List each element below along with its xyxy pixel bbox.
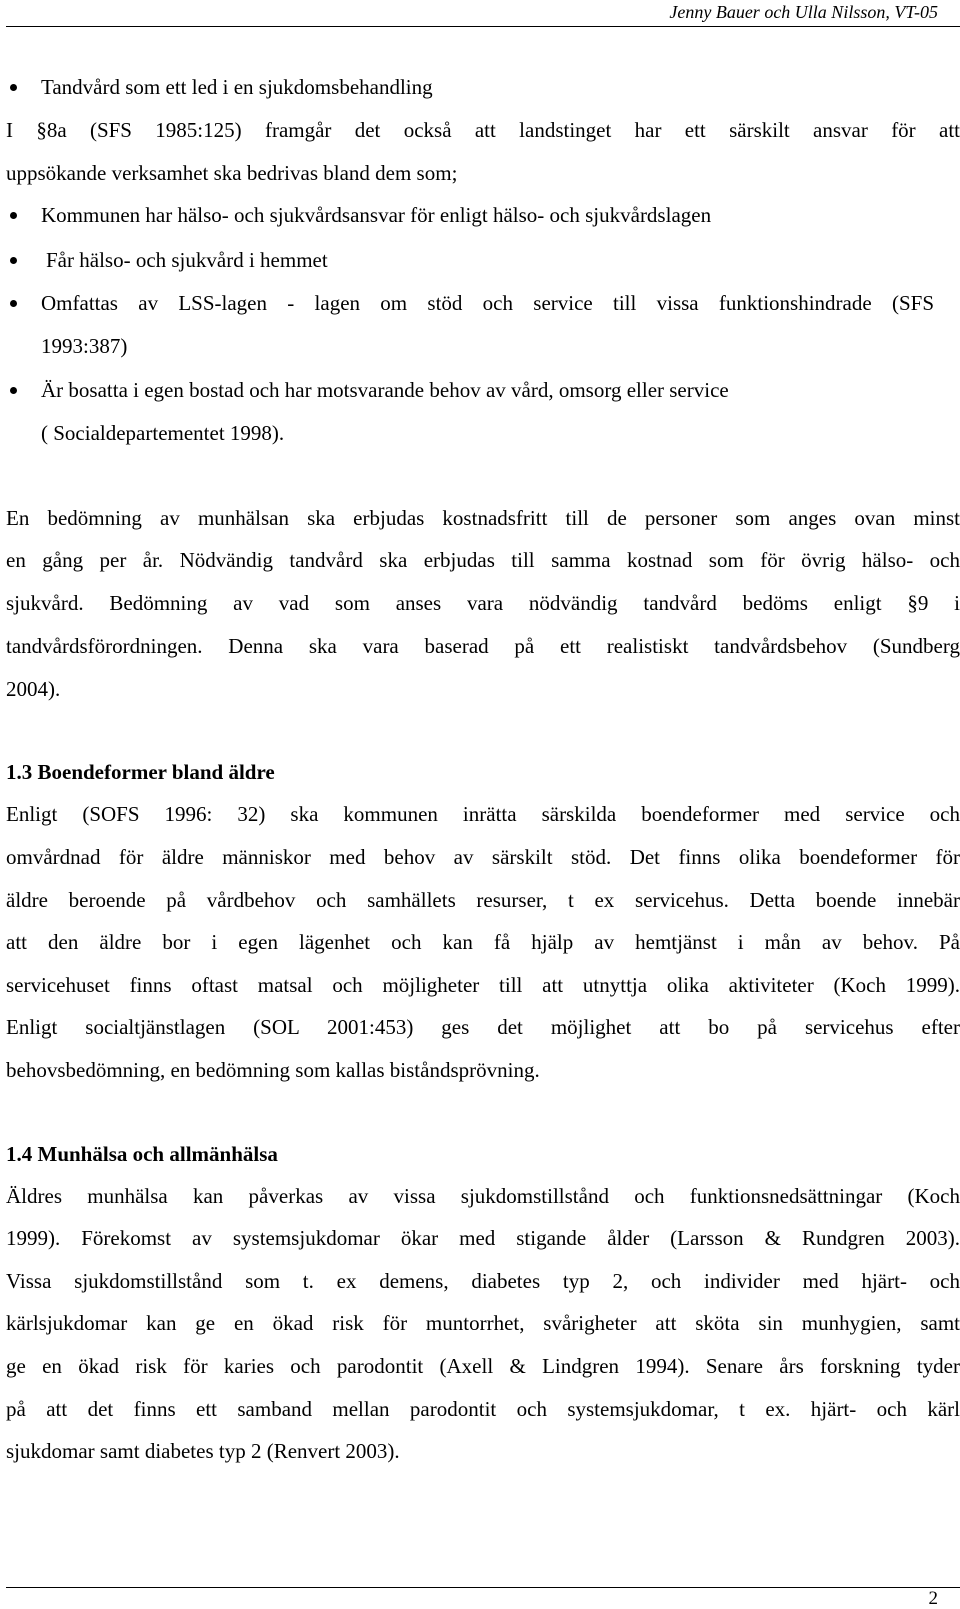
paragraph-line: Vissa sjukdomstillstånd som t. ex demens, diabetes typ 2, och individer med hjärt- och [6,1269,960,1293]
paragraph-line: kärlsjukdomar kan ge en ökad risk för muntorrhet, svårigheter att sköta sin munhygien, samt [6,1311,960,1335]
paragraph-line: tandvårdsförordningen. Denna ska vara baserad på ett realistiskt tandvårdsbehov (Sundberg [6,634,960,658]
paragraph-line: omvårdnad för äldre människor med behov av särskilt stöd. Det finns olika boendeformer för [6,845,960,869]
paragraph-line: En bedömning av munhälsan ska erbjudas kostnadsfritt till de personer som anges ovan minst [6,506,960,530]
bullet-item: Tandvård som ett led i en sjukdomsbehandling [41,75,433,99]
paragraph-line: att den äldre bor i egen lägenhet och kan få hjälp av hemtjänst i mån av behov. På [6,930,960,954]
bullet-icon [10,84,17,91]
paragraph-line: sjukdomar samt diabetes typ 2 (Renvert 2003). [6,1439,400,1463]
intro-line: I §8a (SFS 1985:125) framgår det också att landstinget har ett särskilt ansvar för att [6,118,960,142]
header-divider [6,26,960,27]
paragraph-line: 2004). [6,677,61,701]
paragraph-line: 1999). Förekomst av systemsjukdomar ökar med stigande ålder (Larsson & Rundgren 2003). [6,1226,960,1250]
page-number: 2 [928,1588,938,1609]
paragraph-line: en gång per år. Nödvändig tandvård ska erbjudas till samma kostnad som för övrig hälso- och [6,548,960,572]
paragraph-line: Enligt (SOFS 1996: 32) ska kommunen inrätta särskilda boendeformer med service och [6,802,960,826]
paragraph-line: behovsbedömning, en bedömning som kallas biståndsprövning. [6,1058,540,1082]
running-header: Jenny Bauer och Ulla Nilsson, VT-05 [669,2,938,22]
bullet-item-continuation: ( Socialdepartementet 1998). [41,421,285,445]
bullet-item: Omfattas av LSS-lagen - lagen om stöd och service till vissa funktionshindrade (SFS [41,291,934,315]
bullet-icon [10,387,17,394]
paragraph-line: ge en ökad risk för karies och parodontit (Axell & Lindgren 1994). Senare års forskning tyder [6,1354,960,1378]
bullet-icon [10,300,17,307]
bullet-item: Kommunen har hälso- och sjukvårdsansvar för enligt hälso- och sjukvårdslagen [41,203,712,227]
bullet-icon [10,212,17,219]
bullet-item: Får hälso- och sjukvård i hemmet [46,248,328,272]
footer-divider [6,1587,960,1588]
bullet-icon [10,257,17,264]
paragraph-line: Enligt socialtjänstlagen (SOL 2001:453) ges det möjlighet att bo på servicehus efter [6,1015,960,1039]
intro-line: uppsökande verksamhet ska bedrivas bland dem som; [6,161,458,185]
paragraph-line: sjukvård. Bedömning av vad som anses vara nödvändig tandvård bedöms enligt §9 i [6,591,960,615]
bullet-item-continuation: 1993:387) [41,334,128,358]
section-heading: 1.4 Munhälsa och allmänhälsa [6,1142,278,1166]
bullet-item: Är bosatta i egen bostad och har motsvarande behov av vård, omsorg eller service [41,378,729,402]
paragraph-line: på att det finns ett samband mellan parodontit och systemsjukdomar, t ex. hjärt- och kärl [6,1397,960,1421]
section-heading: 1.3 Boendeformer bland äldre [6,760,275,784]
paragraph-line: äldre beroende på vårdbehov och samhällets resurser, t ex servicehus. Detta boende innebär [6,888,960,912]
paragraph-line: servicehuset finns oftast matsal och möjligheter till att utnyttja olika aktiviteter (Koch 1999). [6,973,960,997]
paragraph-line: Äldres munhälsa kan påverkas av vissa sjukdomstillstånd och funktionsnedsättningar (Koch [6,1184,960,1208]
